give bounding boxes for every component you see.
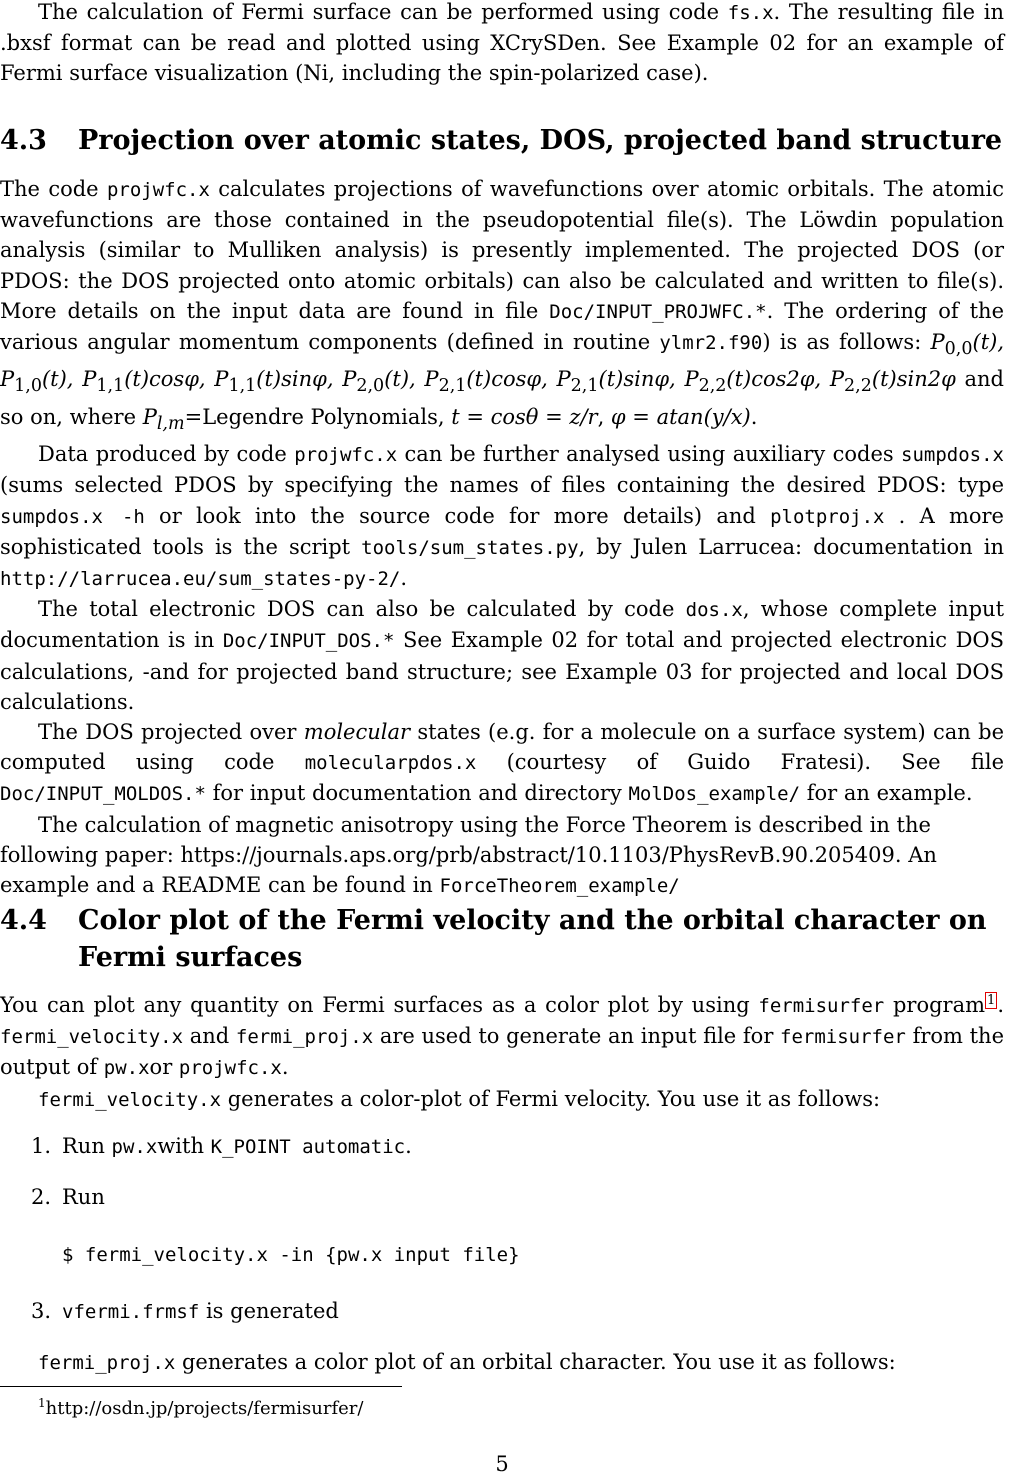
fermi-velocity-intro: fermi_velocity.x generates a color-plot of Fermi velocity. You use it as follows:: [38, 1086, 881, 1111]
larrucea-link[interactable]: http://larrucea.eu/sum_states-py-2/: [0, 568, 401, 590]
footnote-ref[interactable]: 1: [987, 993, 996, 1008]
footnote-rule: [0, 1386, 402, 1387]
list-item: 3. vfermi.frmsf is generated: [31, 1298, 339, 1323]
fermisurfer-paragraph: You can plot any quantity on Fermi surfaces as a color plot by using fermisurfer program $^1$. fermi_velocity.x and fermi_proj.x are used to generate an input file for fermisurfer from the output of pw.xor projwfc.x.: [0, 993, 1005, 1080]
section-4-3-body: [0, 174, 1004, 901]
list-item: 1. Run pw.xwith K_POINT automatic.: [31, 1133, 412, 1158]
section-4-4-heading: 4.4 Color plot of the Fermi velocity and the orbital character on Fermi surfaces: [0, 905, 987, 973]
footnote: $^1$http://osdn.jp/projects/fermisurfer/: [38, 1396, 364, 1419]
projwfc-paragraph: The code projwfc.x calculates projections of wavefunctions over atomic orbitals. The atomic wavefunctions are those contained in the pseudopotential file(s). The Löwdin population analysis (similar to Mulliken analysis) is presently implemented. The projected DOS (or PDOS: the DOS projected onto atomic orbitals) can also be calculated and written to file(s). More details on the input data are found in file Doc/INPUT_PROJWFC.*. The ordering of the various angular momentum components (defined in routine ylmr2.f90) is as follows: $P_{0,0}(t)$, $P_{1,0}(t)$, $P_{1,1}(t)\cos\varphi$, $P_{1,1}(t)\sin\varphi$, $P_{2,0}(t)$, $P_{2,1}(t)\cos\varphi$, $P_{2,1}(t)\sin\varphi$, $P_{2,2}(t)\cos 2\varphi$, $P_{2,2}(t)\sin 2\varphi$ and so on, where $P_{l,m}=Legendre$ Polynomials, t = cosθ = z/r, φ = atan(y/x).: [0, 177, 1005, 434]
list-item: 2. Run: [31, 1184, 105, 1209]
moldos-paragraph: The DOS projected over molecular states (e.g. for a molecule on a surface system) can be computed using code molecularpdos.x (courtesy of Guido Fratesi). See file Doc/INPUT_MOLDOS.* for input documentation and directory MolDos_example/ for an example.: [0, 720, 1004, 806]
footnote-link[interactable]: http://osdn.jp/projects/fermisurfer/: [45, 1398, 364, 1419]
code-block: $ fermi_velocity.x -in {pw.x input file}: [62, 1243, 520, 1266]
code-fs-x: fs.x: [727, 2, 774, 24]
dos-paragraph: The total electronic DOS can also be calculated by code dos.x, whose complete input documentation is in Doc/INPUT_DOS.* See Example 02 for total and projected electronic DOS calculations, -and for projected band structure; see Example 03 for projected and local DOS calculations.: [0, 597, 1005, 714]
intro-paragraph: The calculation of Fermi surface can be performed using code fs.x. The resulting file in .bxsf format can be read and plotted using XCrySDen. See Example 02 for an example of Fermi surface visualization (Ni, including the spin-polarized case).: [0, 0, 1004, 86]
section-4-4-body: [0, 990, 1004, 1378]
page-number: 5: [495, 1452, 509, 1476]
section-4-3-heading: 4.3 Projection over atomic states, DOS, projected band structure: [0, 125, 1003, 156]
force-theorem-paragraph: The calculation of magnetic anisotropy using the Force Theorem is described in the following paper: https://journals.aps.org/prb/abstract/10.1103/PhysRevB.90.205409. An example and a README can be found in ForceTheorem_example/: [0, 812, 937, 898]
fermi-proj-intro: fermi_proj.x generates a color plot of an orbital character. You use it as follows:: [38, 1349, 896, 1374]
steps-list: [0, 1131, 1004, 1327]
auxiliary-codes-paragraph: Data produced by code projwfc.x can be further analysed using auxiliary codes sumpdos.x (sums selected PDOS by specifying the names of files containing the desired PDOS: type sumpdos.x -h or look into the source code for more details) and plotproj.x . A more sophisticated tools is the script tools/sum_states.py, by Julen Larrucea: documentation in http://larrucea.eu/sum_states-py-2/.: [0, 442, 1004, 590]
